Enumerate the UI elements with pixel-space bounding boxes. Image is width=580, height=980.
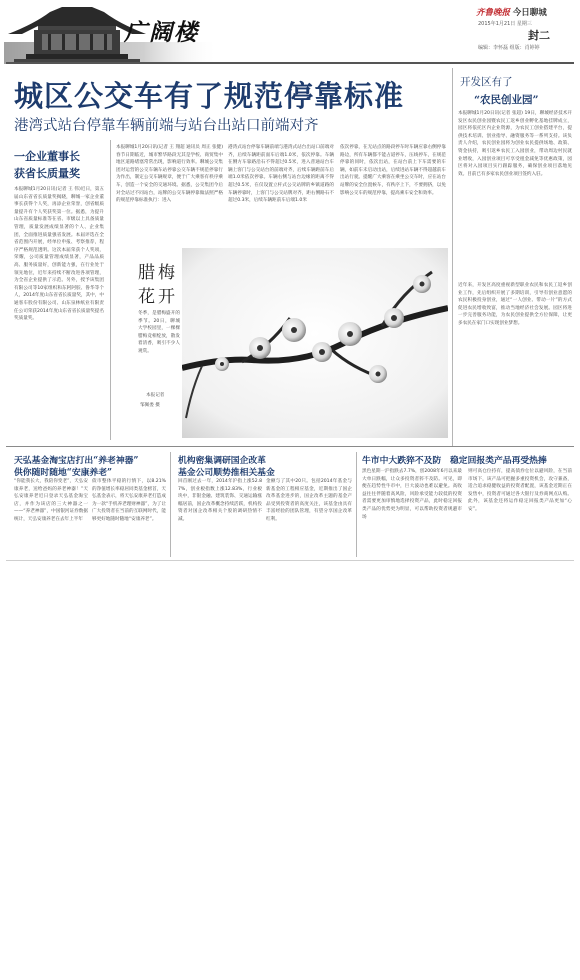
section-rule xyxy=(6,446,574,447)
right-story-kicker: 开发区有了 xyxy=(460,76,513,88)
story-c-title-1: 牛市中大跌猝不及防 xyxy=(362,456,442,466)
staff-line: 编辑：李怀磊 组版：肖婷婷 xyxy=(478,45,540,51)
page-label: 封二 xyxy=(528,29,550,42)
left-story-title-2: 获省长质量奖 xyxy=(14,167,80,180)
right-story-body-2: 近年来，开发区高度重视新型职业农民和农民工返乡创业工作，先后组织开展了多期培训，引导有创业意愿的农民积极投身创业，通过“一人创业、带动一片”的方式促进农民增收致富，推动当地经济社会发展。园区将进一步完善服务功能，为农民创业提供全方位保障，让更多农民在家门口实现创业梦想。 xyxy=(458,283,572,326)
plum-blossom-photo xyxy=(182,248,448,438)
story-a-body-2: 债市整体平稳的行情下，以8.21%的净值增长率稳居同类基金榜首，天弘基金表示，将天弘安康养老打造成为一款“手机养老理财神器”，为了让广大投资者在当前的互联网时代，能够更好地随时随地“安康养老”。 xyxy=(92,479,166,522)
photo-credit-1: 本报记者 xyxy=(146,393,165,398)
col-rule xyxy=(110,140,111,440)
paper-logo xyxy=(476,6,547,18)
masthead xyxy=(0,0,580,66)
story-a-body-1: “你能我长大，我陪你变老”，天弘安康养老，送给爸妈的养老神器！”天弘安康养老近日登录天弘基金淘宝店，并作为该店的三大神器之一——“养老神器”，中国银河证券数据统计，天弘安康养老在去年上半年 xyxy=(14,479,88,522)
story-b-title-2: 基金公司顺势推相关基金 xyxy=(178,468,275,478)
lead-headline: 城区公交车有了规范停靠标准 xyxy=(14,79,405,113)
paper-edition: 今日聊城 xyxy=(512,8,547,18)
col-rule xyxy=(356,452,357,557)
lead-body-col1: 本报聊城1月20日讯(记者 王 翔超 通讯员 周正 张健) 春节日期临近，城市繁华路段无其是学校、商贸集中地区道路堵塞常常出现，影响道行效率。聊城公交集团对运营的公交车辆车站停靠公交车辆不规范停靠行为作出，制定公交车辆规章，便于广大乘客有秩序乘车，创造一个安全的交通环境。据悉，公交集团今后对全站过不同站台，站牌的公交车辆停靠做法照严格的规范停靠标准执行：进入 xyxy=(116,145,223,204)
story-a-title-1: 天弘基金淘宝店打出“养老神器” xyxy=(14,456,139,466)
left-story-body: 本报聊城1月20日讯(记者 王 伟)近日，第五届山东省省长质量奖揭晓，聊城一家企业董事长获得个人奖，再添企业荣誉，创省级质量提升有个人奖获奖第一位。据悉，为提升山东省质量标准等在省、市级以上具备质量管理，质量发展成绩显著的个人、企业集团，全面推进质量强省发展。本届评选在全省范围内开展，经单位申报、考察推荐，程序严格规范透明。这次本届荣获个人奖项，荣耀，公司质量管理成绩显著，产品品质高、服务质量好，创新能力强，在行业处于领先地位，近年来持续不断改进各项管理，为全省企业提供了示范。另外，授予该集团有限公司等10家组织和东阿阿胶、鲁华等个人，2014年度山东省省长质量奖，其中，中通客车股份有限公司、山东泉林纸业有限责任公司荣获2014年度山东省省长质量奖提名奖质量奖。 xyxy=(14,187,104,322)
col-rule xyxy=(452,68,453,446)
masthead-rule xyxy=(6,62,574,64)
footer-rule xyxy=(6,560,574,561)
date-line: 2015年1月21日 星期三 xyxy=(478,21,532,27)
plum-blossom-image xyxy=(182,248,448,438)
lead-body-col2: 港湾式站台停靠车辆前端与港湾式站台出站口前端对齐，后续车辆距前面车后端1.0米，依次停靠。车辆在侧方车靠路沿石不得超过0.5米，进入普通站台车辆上客门与公交站台的前端对齐，后续车辆距前车后端1.0米依次停靠。车辆右侧与站台边缘的距离不得超过0.5米，在仅设置立杆式公交站牌的乡镇道路的车辆停靠时，上客门与公交站牌对齐，距右侧路石不超过0.3米，后续车辆距前车后端1.0米 xyxy=(228,145,334,204)
photo-credit-2: 邹佩娄 摄 xyxy=(140,403,160,408)
story-b-title-1: 机构密集调研国企改革 xyxy=(178,456,266,466)
left-story-title-1: 一企业董事长 xyxy=(14,150,80,163)
lead-subhead: 港湾式站台停靠车辆前端与站台出站口前端对齐 xyxy=(14,118,319,134)
story-a-title-2: 供你随时随地“安康养老” xyxy=(14,468,113,478)
story-b-body-1: 回首刚过去一年，2014年沪指上涨52.87%，创业板指数上涨12.83%，行业板块中，非银金融、建筑装饰、交通运输涨幅居前，国企改革概念持续活跃，机构投资者对国企改革相关个股的调研热情不减。 xyxy=(178,479,262,522)
story-c-body-1: 黑色星期一沪指跌去7.7%，创2008年6月以来最大单日跌幅，让众多投资者猝不及防。可见，即便在趋势性牛市中，巨大波动也难以避免。高收益往往伴随着高风险，风险承受能力较低的投资者需要更加审慎地选择投资产品，此时稳定回报类产品的优势更为明显，可以帮助投资者规避市场 xyxy=(362,469,462,520)
paper-name: 齐鲁晚报 xyxy=(476,8,511,18)
photo-title-1: 腊梅 xyxy=(138,263,178,283)
col-rule xyxy=(170,452,171,557)
story-b-body-2: 金额与了其中20只。包括2014年基金与新基金的工程相应基金，近期推出了国企改革基金进步的，国企改革主题的基金产品受到投资者的高度关注，该基金由具有丰富经验的团队管理，有望分享国企改革红利。 xyxy=(266,479,352,522)
story-c-title-2: 稳定回报类产品再受热捧 xyxy=(450,456,547,466)
story-c-body-2: 则可高仓位持有，提高债券仓位以避风险，在当前市场下，该产品可把握多重投资机会，攻守兼备，适合追求稳健收益的投资者配置，该基金近期正在发售中，投资者可通过各大银行及券商网点认购。此外，该基金还将运作稳定回报类产品更加“心安”。 xyxy=(468,469,572,512)
right-story-body-1: 本报聊城1月20日讯(记者 张超) 19日，聊城经济技术开发区农民创业园暨农民工返乡创业孵化基地挂牌成立，园区将依托区内企业资源，为农民工创业搭建平台，提供技术培训、创业指导、融资服务等一系列支持。该负责人介绍，农民创业园将为创业农民提供场地、政策、资金扶持，吸引返乡农民工入园创业，带动周边村民就业增收，入园创业项目可享受租金减免等优惠政策，园区将对入园项目实行跟踪服务，确保创业项目落地见效。目前已有多家农民创业项目签约入驻。 xyxy=(458,111,572,177)
photo-title-2: 花开 xyxy=(138,287,178,307)
photo-caption: 冬季，是腊梅盛开的季节。20日，聊城大学校园里，一棵棵腊梅竞相绽放，散发着清香，吸引不少人观赏。 xyxy=(138,311,180,354)
lead-body-col3: 依次停靠，在无站点的路段停车时车辆应靠右侧停靠路边，所有车辆都不能占道停车，压线停车，在规范停靠的同时，依次出站，在站台前上下车需要的车辆，如前车未启动出站，后续进站车辆不得超越前车出站行驶。提醒广大乘客在乘坐公交车时，应在站台站牌的安全位置候车，有秩序上下，不要拥挤，以免影响公交车的规范停靠，提高乘车安全和效率。 xyxy=(340,145,446,196)
section-title: 广阔楼 xyxy=(124,19,199,46)
right-story-title: “农民创业园” xyxy=(474,94,539,106)
